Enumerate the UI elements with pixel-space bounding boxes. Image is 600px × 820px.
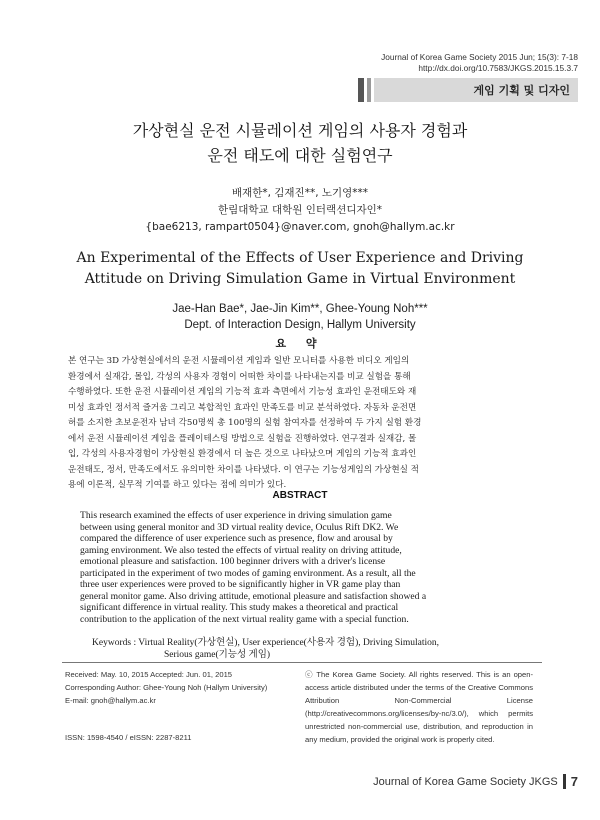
abstract-body: This research examined the effects of user experience in driving simulation game between using general monitor and 3D virtual reality device, Oculus Rift DK2. We compared the difference of user experience such as presence, flow and arousal by gaming environment. We also tested the effects of virtual reality on driving attitude, emotional pleasure and satisfaction. 100 beginner drivers with a driver's license participated in the experiment of two modes of gaming environment. As a result, all the three user experiences were proved to be significantly higher in VR game play than general monitor game. Also driving attitude, emotional pleasure and satisfaction showed a significant difference in virtual reality. This study makes a theoretical and practical contribution to the application of the next virtual reality game with a special function. [80,510,427,625]
journal-citation: Journal of Korea Game Society 2015 Jun; 15(3): 7-18 [381,52,578,62]
doi-link[interactable]: http://dx.doi.org/10.7583/JKGS.2015.15.3.7 [418,63,578,73]
section-tag [358,78,578,102]
copyright-notice: ⓒ The Korea Game Society. All rights reserved. This is an open-access article distributed under the terms of the Creative Commons Attribution Non-Commercial License (http://creativecommons.org/licenses/by-nc/3.0/), which permits unrestricted non-commercial use, distribution, and reproduction in any medium, provided the original work is properly cited. [305,670,533,744]
author-emails: {bae6213, rampart0504}@naver.com, gnoh@hallym.ac.kr [145,221,455,233]
korean-affiliation: 한림대학교 대학원 인터랙션디자인* [217,204,383,216]
english-authors: Jae-Han Bae*, Jae-Jin Kim**, Ghee-Young Noh*** [172,303,428,315]
english-title-line: Attitude on Driving Simulation Game in Virtual Environment [84,271,516,287]
korean-summary-heading: 요 약 [275,337,325,350]
corresponding-email[interactable]: E-mail: gnoh@hallym.ac.kr [65,696,156,705]
corresponding-author: Corresponding Author: Ghee-Young Noh (Hallym University) [65,683,268,692]
issn: ISSN: 1598-4540 / eISSN: 2287-8211 [65,733,192,742]
page-footer [373,774,578,789]
received-date: Received: May. 10, 2015 Accepted: Jun. 01, 2015 [65,670,233,679]
english-department: Dept. of Interaction Design, Hallym University [184,319,416,331]
english-title [0,248,600,290]
keywords-block [92,637,552,661]
korean-author-block [0,185,600,236]
abstract-heading: ABSTRACT [272,490,328,501]
footnote-manuscript-info [65,668,290,707]
section-tag-label: 게임 기획 및 디자인 [374,78,578,102]
korean-title [0,118,600,168]
journal-citation-block [381,52,578,74]
keywords-list: : Virtual Reality(가상현실), User experience(사용자 경험), Driving Simulation, [133,638,440,648]
korean-summary-body: 본 연구는 3D 가상현실에서의 운전 시뮬레이션 게임과 일반 모니터를 사용한 비디오 게임의 환경에서 실재감, 몰입, 각성의 사용자 경험이 어떠한 차이를 나타내는지를 비교 실험을 통해 수행하였다. 또한 운전 시뮬레이션 게임의 기능적 효과 측면에서 기능성 효과인 운전태도와 재 미성 효과인 정서적 즐거움 그리고 복합적인 효과인 만족도를 비교 분석하였다. 자동차 운전면 허를 소지한 초보운전자 남녀 각50명씩 총 100명의 실험 참여자를 선정하여 두 가지 실험 환경 에서 운전 시뮬레이션 게임을 플레이테스팅 방법으로 실험을 진행하였다. 연구결과 실재감, 몰 입, 각성의 사용자경험이 가상현실 환경에서 더 높은 것으로 나타났으며 게임의 기능적 효과인 운전태도, 정서, 만족도에서도 유의미한 차이를 나타냈다. 이 연구는 기능성게임의 가상현실 적 용에 이론적, 실무적 기여를 하고 있다는 점에 의미가 있다. [68,356,422,490]
page-number: 7 [570,774,578,789]
english-title-line: An Experimental of the Effects of User Experience and Driving [76,250,524,266]
korean-title-line: 가상현실 운전 시뮬레이션 게임의 사용자 경험과 [132,121,468,140]
section-tag-bar [367,78,371,102]
keywords-label: Keywords [92,638,132,648]
english-author-block [0,301,600,333]
korean-title-line: 운전 태도에 대한 실험연구 [207,146,393,165]
footer-separator [563,774,566,789]
keywords-list: Serious game(기능성 게임) [164,650,271,660]
korean-authors: 배재한*, 김재진**, 노기영*** [231,187,369,199]
section-tag-bar [358,78,364,102]
footer-journal-name: Journal of Korea Game Society JKGS [373,775,558,788]
footnote-divider [62,662,542,663]
